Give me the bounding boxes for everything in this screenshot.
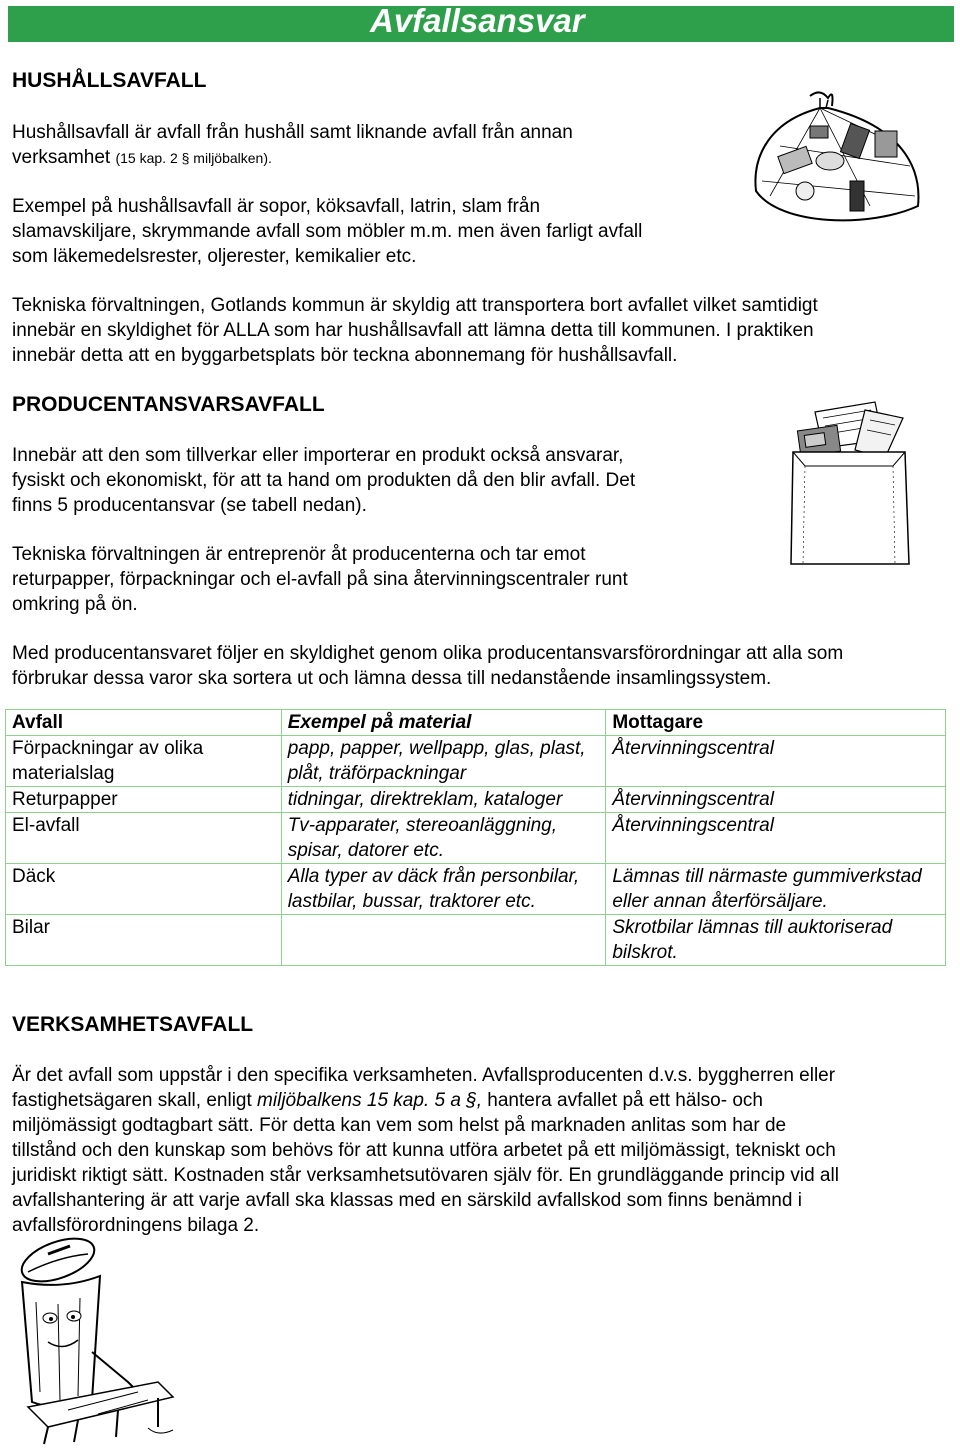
- text-line: Tekniska förvaltningen är entreprenör åt producenterna och tar emot: [12, 544, 586, 565]
- text-span: hantera avfallet på ett hälso- och: [482, 1090, 763, 1111]
- producent-paragraph-2: [12, 542, 752, 617]
- law-reference: miljöbalkens 15 kap. 5 a §,: [257, 1090, 483, 1111]
- text-line: fysiskt och ekonomiskt, för att ta hand om produkten då den blir avfall. Det: [12, 470, 636, 491]
- text-line: som läkemedelsrester, oljerester, kemikalier etc.: [12, 246, 417, 267]
- table-cell: papp, papper, wellpapp, glas, plast, plåt, träförpackningar: [281, 736, 606, 787]
- text-line: innebär en skyldighet för ALLA som har hushållsavfall att lämna detta till kommunen. I praktiken: [12, 320, 814, 341]
- section-heading-hushallsavfall: HUSHÅLLSAVFALL: [12, 69, 207, 92]
- garbage-bag-illustration: [750, 86, 922, 228]
- section-heading-verksamhetsavfall: VERKSAMHETSAVFALL: [12, 1013, 254, 1036]
- table-row: [6, 864, 946, 915]
- table-cell: [281, 915, 606, 966]
- table-row: [6, 736, 946, 787]
- table-cell: Tv-apparater, stereoanläggning, spisar, datorer etc.: [281, 813, 606, 864]
- text-line: [12, 1088, 957, 1113]
- table-cell: Alla typer av däck från personbilar, lastbilar, bussar, traktorer etc.: [281, 864, 606, 915]
- column-header-mottagare: Mottagare: [606, 710, 946, 736]
- table-cell: Återvinningscentral: [606, 787, 946, 813]
- producer-responsibility-table: [5, 709, 946, 966]
- text-line: miljömässigt godtagbart sätt. För detta kan vem som helst på marknaden anlitas som har de: [12, 1115, 787, 1136]
- table-cell: Skrotbilar lämnas till auktoriserad bilskrot.: [606, 915, 946, 966]
- text-line: [12, 145, 732, 171]
- table-cell: Lämnas till närmaste gummiverkstad eller annan återförsäljare.: [606, 864, 946, 915]
- text-line: Hushållsavfall är avfall från hushåll samt liknande avfall från annan: [12, 122, 573, 143]
- table-cell: Återvinningscentral: [606, 813, 946, 864]
- text-line: finns 5 producentansvar (se tabell nedan).: [12, 495, 367, 516]
- hushall-paragraph-1: [12, 120, 732, 171]
- text-span: fastighetsägaren skall, enligt: [12, 1090, 258, 1111]
- hushall-paragraph-2: [12, 194, 752, 269]
- verksamhet-paragraph: [12, 1063, 957, 1238]
- producent-paragraph-1: [12, 443, 752, 518]
- table-row: [6, 813, 946, 864]
- text-line: Innebär att den som tillverkar eller importerar en produkt också ansvarar,: [12, 445, 624, 466]
- text-line: slamavskiljare, skrymmande avfall som möbler m.m. men även farligt avfall: [12, 221, 643, 242]
- text-line: Tekniska förvaltningen, Gotlands kommun är skyldig att transportera bort avfallet vilket samtidigt: [12, 295, 818, 316]
- text-line: innebär detta att en byggarbetsplats bör teckna abonnemang för hushållsavfall.: [12, 345, 678, 366]
- text-line: returpapper, förpackningar och el-avfall på sina återvinningscentraler runt: [12, 569, 628, 590]
- section-heading-producentansvarsavfall: PRODUCENTANSVARSAVFALL: [12, 393, 325, 416]
- text-line: Är det avfall som uppstår i den specifika verksamheten. Avfallsproducenten d.v.s. byggherren eller: [12, 1065, 836, 1086]
- table-cell: Förpackningar av olika materialslag: [6, 736, 282, 787]
- table-cell: Däck: [6, 864, 282, 915]
- table-cell: El-avfall: [6, 813, 282, 864]
- hushall-paragraph-3: [12, 293, 957, 368]
- table-header-row: [6, 710, 946, 736]
- column-header-avfall: Avfall: [6, 710, 282, 736]
- text-line: förbrukar dessa varor ska sortera ut och lämna dessa till nedanstående insamlingssystem.: [12, 668, 772, 689]
- table-cell: Återvinningscentral: [606, 736, 946, 787]
- text-line: tillstånd och den kunskap som behövs för att kunna utföra arbetet på ett miljömässigt, tekniskt och: [12, 1140, 836, 1161]
- text-line: juridiskt riktigt sätt. Kostnaden står verksamhetsutövaren själv för. En grundläggande princip vid all: [12, 1165, 839, 1186]
- law-reference: (15 kap. 2 § miljöbalken).: [115, 150, 272, 166]
- column-header-exempel: Exempel på material: [281, 710, 606, 736]
- producent-paragraph-3: [12, 641, 957, 691]
- text-line: avfallshantering är att varje avfall ska klassas med en särskild avfallskod som finns benämnd i: [12, 1190, 802, 1211]
- trash-can-cartoon-illustration: [8, 1232, 188, 1446]
- table-cell: tidningar, direktreklam, kataloger: [281, 787, 606, 813]
- table-cell: Bilar: [6, 915, 282, 966]
- text-line: Med producentansvaret följer en skyldighet genom olika producentansvarsförordningar att alla som: [12, 643, 844, 664]
- text-span: verksamhet: [12, 147, 111, 168]
- table-row: [6, 915, 946, 966]
- text-line: Exempel på hushållsavfall är sopor, köksavfall, latrin, slam från: [12, 196, 541, 217]
- text-line: avfallsförordningens bilaga 2.: [12, 1215, 260, 1236]
- table-cell: Returpapper: [6, 787, 282, 813]
- table-row: [6, 787, 946, 813]
- paper-bag-illustration: [785, 400, 915, 570]
- text-line: omkring på ön.: [12, 594, 138, 615]
- page-title: Avfallsansvar: [370, 2, 585, 39]
